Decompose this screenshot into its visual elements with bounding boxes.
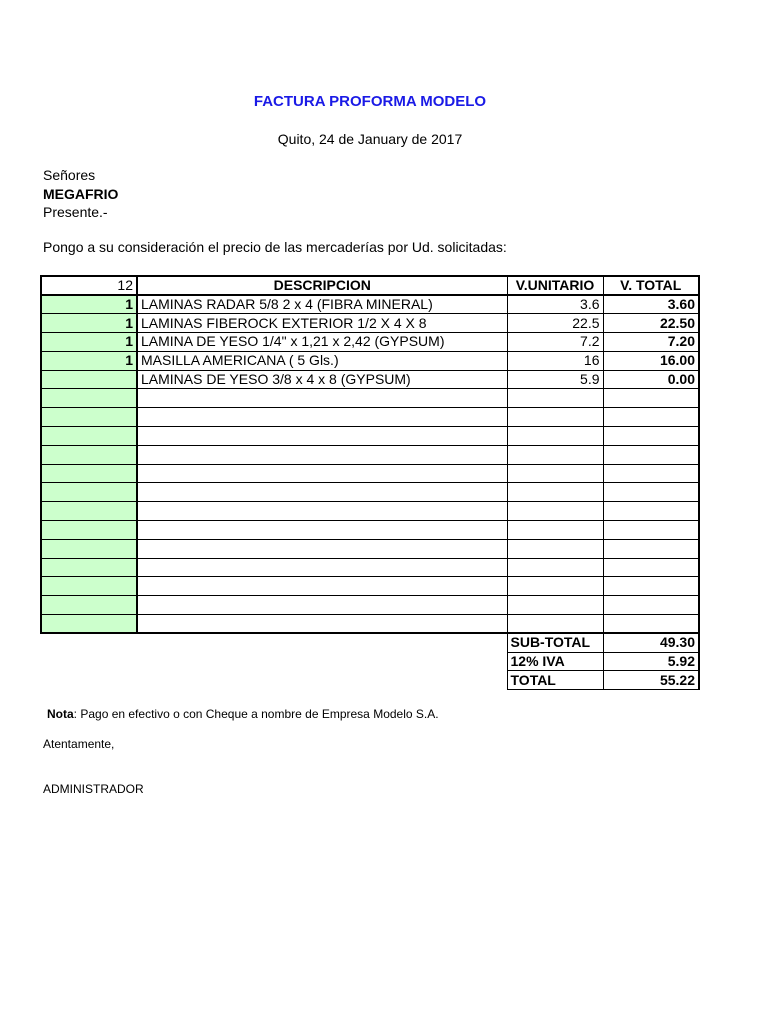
qty-cell: 1 (41, 314, 137, 333)
description-cell: LAMINAS FIBEROCK EXTERIOR 1/2 X 4 X 8 (137, 314, 507, 333)
header-qty: 12 (41, 276, 137, 295)
qty-cell (41, 577, 137, 596)
closing-text: Atentamente, (43, 737, 115, 751)
description-cell: LAMINAS DE YESO 3/8 x 4 x 8 (GYPSUM) (137, 370, 507, 389)
table-row (41, 370, 699, 389)
total-cell: 22.50 (603, 314, 699, 333)
unit-price-cell: 22.5 (507, 314, 603, 333)
summary-label: TOTAL (507, 671, 603, 690)
description-cell: LAMINA DE YESO 1/4" x 1,21 x 2,42 (GYPSUM) (137, 333, 507, 352)
total-cell (603, 502, 699, 521)
total-cell (603, 389, 699, 408)
description-cell (137, 408, 507, 427)
table-row (41, 464, 699, 483)
document-title: FACTURA PROFORMA MODELO (253, 93, 487, 110)
unit-price-cell (507, 539, 603, 558)
blank-cell (137, 671, 507, 690)
summary-row (41, 633, 699, 652)
qty-cell (41, 483, 137, 502)
description-cell (137, 577, 507, 596)
note-label: Nota (47, 707, 74, 721)
total-cell (603, 521, 699, 540)
salutation: Señores (43, 167, 96, 183)
table-row (41, 502, 699, 521)
unit-price-cell (507, 596, 603, 615)
description-cell (137, 389, 507, 408)
recipient-name: MEGAFRIO (43, 186, 119, 202)
blank-cell (137, 633, 507, 652)
qty-cell (41, 539, 137, 558)
payment-note (47, 707, 439, 721)
intro-text: Pongo a su consideración el precio de las mercaderías por Ud. solicitadas: (43, 239, 507, 255)
blank-cell (137, 652, 507, 671)
note-text: : Pago en efectivo o con Cheque a nombre de Empresa Modelo S.A. (73, 707, 439, 721)
description-cell (137, 483, 507, 502)
summary-row (41, 652, 699, 671)
qty-cell (41, 615, 137, 634)
description-cell (137, 464, 507, 483)
description-cell (137, 502, 507, 521)
summary-label: 12% IVA (507, 652, 603, 671)
table-row (41, 314, 699, 333)
table-row (41, 483, 699, 502)
signature-title: ADMINISTRADOR (43, 782, 144, 796)
unit-price-cell (507, 521, 603, 540)
unit-price-cell (507, 577, 603, 596)
table-row (41, 445, 699, 464)
blank-cell (41, 671, 137, 690)
qty-cell (41, 389, 137, 408)
description-cell (137, 539, 507, 558)
summary-value: 55.22 (603, 671, 699, 690)
unit-price-cell: 3.6 (507, 295, 603, 314)
qty-cell (41, 370, 137, 389)
total-cell (603, 427, 699, 446)
table-row (41, 558, 699, 577)
table-row (41, 408, 699, 427)
table-row (41, 596, 699, 615)
total-cell (603, 408, 699, 427)
description-cell (137, 615, 507, 634)
total-cell (603, 558, 699, 577)
qty-cell (41, 558, 137, 577)
qty-cell: 1 (41, 351, 137, 370)
total-cell (603, 596, 699, 615)
summary-label: SUB-TOTAL (507, 633, 603, 652)
qty-cell: 1 (41, 295, 137, 314)
total-cell: 3.60 (603, 295, 699, 314)
unit-price-cell (507, 408, 603, 427)
summary-value: 49.30 (603, 633, 699, 652)
table-row (41, 577, 699, 596)
unit-price-cell (507, 558, 603, 577)
qty-cell (41, 445, 137, 464)
total-cell (603, 539, 699, 558)
unit-price-cell: 16 (507, 351, 603, 370)
qty-cell (41, 464, 137, 483)
qty-cell: 1 (41, 333, 137, 352)
table-row (41, 539, 699, 558)
date-line: Quito, 24 de January de 2017 (277, 131, 463, 147)
table-row (41, 333, 699, 352)
unit-price-cell (507, 445, 603, 464)
unit-price-cell (507, 502, 603, 521)
description-cell: LAMINAS RADAR 5/8 2 x 4 (FIBRA MINERAL) (137, 295, 507, 314)
description-cell (137, 596, 507, 615)
description-cell: MASILLA AMERICANA ( 5 Gls.) (137, 351, 507, 370)
total-cell (603, 464, 699, 483)
qty-cell (41, 596, 137, 615)
header-description: DESCRIPCION (137, 276, 507, 295)
total-cell (603, 483, 699, 502)
description-cell (137, 427, 507, 446)
unit-price-cell: 7.2 (507, 333, 603, 352)
table-header-row (41, 276, 699, 295)
header-unit-price: V.UNITARIO (507, 276, 603, 295)
table-row (41, 615, 699, 634)
unit-price-cell (507, 615, 603, 634)
total-cell: 16.00 (603, 351, 699, 370)
qty-cell (41, 408, 137, 427)
description-cell (137, 558, 507, 577)
unit-price-cell (507, 389, 603, 408)
total-cell (603, 615, 699, 634)
summary-value: 5.92 (603, 652, 699, 671)
unit-price-cell (507, 483, 603, 502)
summary-row (41, 671, 699, 690)
table-row (41, 295, 699, 314)
description-cell (137, 445, 507, 464)
table-row (41, 521, 699, 540)
unit-price-cell (507, 464, 603, 483)
invoice-table (40, 275, 700, 690)
total-cell: 7.20 (603, 333, 699, 352)
header-total: V. TOTAL (603, 276, 699, 295)
presente-line: Presente.- (43, 204, 108, 220)
unit-price-cell (507, 427, 603, 446)
table-row (41, 389, 699, 408)
table-row (41, 351, 699, 370)
qty-cell (41, 502, 137, 521)
total-cell (603, 445, 699, 464)
description-cell (137, 521, 507, 540)
blank-cell (41, 652, 137, 671)
total-cell: 0.00 (603, 370, 699, 389)
qty-cell (41, 427, 137, 446)
qty-cell (41, 521, 137, 540)
total-cell (603, 577, 699, 596)
table-row (41, 427, 699, 446)
unit-price-cell: 5.9 (507, 370, 603, 389)
blank-cell (41, 633, 137, 652)
